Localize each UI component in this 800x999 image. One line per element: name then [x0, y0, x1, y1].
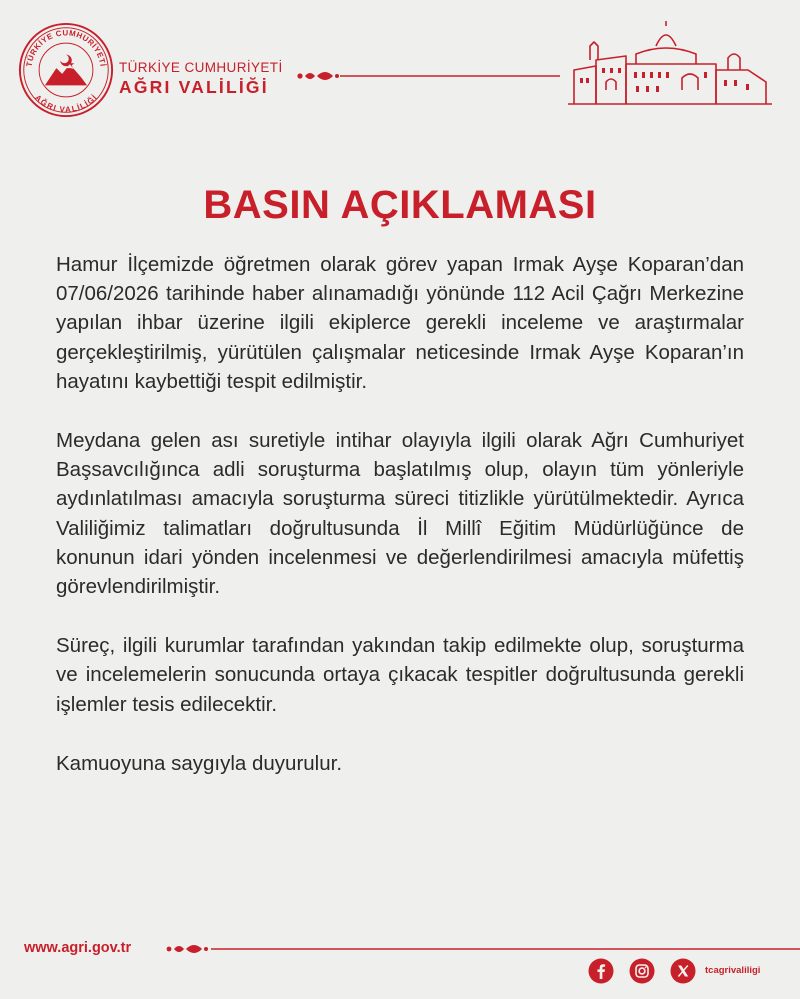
org-country: TÜRKİYE CUMHURİYETİ — [119, 60, 283, 75]
social-handle[interactable]: tcagrivaliligi — [705, 965, 761, 976]
seal-text-top: TÜRKİYE CUMHURİYETİ — [24, 28, 108, 68]
seal-text-bottom: AĞRI VALİLİĞİ — [33, 93, 99, 115]
footer — [0, 928, 800, 999]
seal-icon — [18, 22, 114, 118]
x-icon[interactable] — [670, 958, 696, 984]
closing-line: Kamuoyuna saygıyla duyurulur. — [56, 751, 343, 775]
letterhead — [0, 0, 800, 150]
document-title: BASIN AÇIKLAMASI — [203, 183, 597, 227]
footer-divider — [165, 940, 800, 958]
org-governorship: AĞRI VALİLİĞİ — [119, 77, 269, 97]
website-link[interactable]: www.agri.gov.tr — [24, 940, 132, 956]
paragraph-3: Süreç, ilgili kurumlar tarafından yakından takip edilmekte olup, soruşturma ve incelemelerin sonucunda ortaya çıkacak tespitler doğrultusunda gerekli işlemler tesis edilecektir. — [56, 634, 744, 716]
paragraph-1: Hamur İlçemizde öğretmen olarak görev yapan Irmak Ayşe Koparan’dan 07/06/2026 tarihinde haber alınamadığı yönünde 112 Acil Çağrı Merkezine yapılan ihbar üzerine ilgili ekiplerce gerekli inceleme ve araştırmalar gerçekleştirilmiş, yürütülen çalışmalar neticesinde Irmak Ayşe Koparan’ın hayatını kaybettiği tespit edilmiştir. — [56, 253, 744, 393]
ornamental-divider — [296, 66, 560, 86]
press-release-body — [56, 250, 744, 808]
organization-name — [119, 60, 283, 98]
palace-icon — [566, 20, 774, 112]
instagram-icon[interactable] — [629, 958, 655, 984]
paragraph-2: Meydana gelen ası suretiyle intihar olayıyla ilgili olarak Ağrı Cumhuriyet Başsavcılığınca adli soruşturma başlatılmış olup, olayın tüm yönleriyle aydınlatılması amacıyla soruşturma süreci titizlikle yürütülmektedir. Ayrıca Valiliğimiz talimatları doğrultusunda İl Millî Eğitim Müdürlüğünce de konunun idari yönden incelenmesi ve değerlendirilmesi amacıyla müfettiş görevlendirilmiştir. — [56, 429, 744, 599]
facebook-icon[interactable] — [588, 958, 614, 984]
